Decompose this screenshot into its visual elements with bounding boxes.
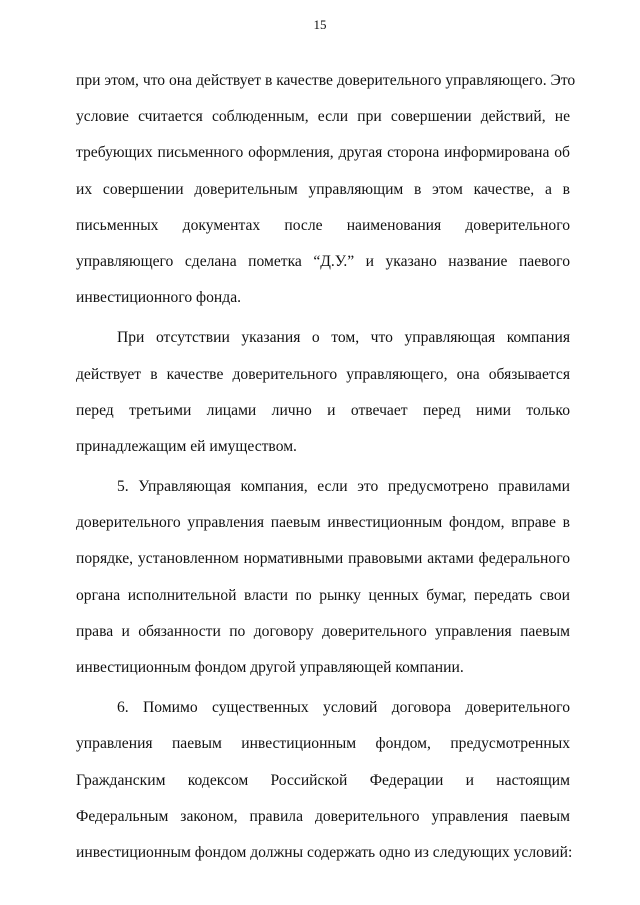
document-body: [76, 63, 576, 871]
page-number: 15: [313, 17, 327, 32]
text-line: управляющего сделана пометка “Д.У.” и указано название паевого: [76, 252, 570, 270]
text-line: инвестиционным фондом другой управляющей компании.: [76, 659, 464, 676]
text-line: действует в качестве доверительного управляющего, она обязывается: [76, 365, 570, 383]
text-line: доверительного управления паевым инвестиционным фондом, вправе в: [76, 514, 570, 532]
text-line: их совершении доверительным управляющим в этом качестве, а в: [76, 180, 570, 198]
paragraph-trustee-designation: [76, 63, 576, 316]
text-line: требующих письменного оформления, другая сторона информирована об: [76, 144, 570, 162]
text-line: порядке, установленном нормативными правовыми актами федерального: [76, 550, 570, 568]
paragraph-section-6: [76, 690, 573, 871]
text-line: органа исполнительной власти по рынку ценных бумаг, передать свои: [76, 586, 570, 604]
text-line: принадлежащим ей имуществом.: [76, 437, 297, 455]
text-line: инвестиционным фондом должны содержать одно из следующих условий:: [76, 843, 573, 861]
paragraph-section-5: [76, 469, 570, 686]
text-line: Гражданским кодексом Российской Федерации и настоящим: [76, 771, 570, 789]
text-line: письменных документах после наименования доверительного: [76, 216, 570, 234]
text-line: инвестиционного фонда.: [76, 289, 242, 307]
text-line: при этом, что она действует в качестве доверительного управляющего. Это: [76, 72, 576, 89]
text-line: 5. Управляющая компания, если это предусмотрено правилами: [117, 478, 570, 496]
text-line: При отсутствии указания о том, что управляющая компания: [117, 329, 570, 347]
paragraph-personal-liability: [76, 320, 570, 465]
text-line: управления паевым инвестиционным фондом, предусмотренных: [76, 735, 570, 753]
text-line: условие считается соблюденным, если при совершении действий, не: [76, 108, 570, 126]
text-line: 6. Помимо существенных условий договора доверительного: [117, 699, 570, 717]
text-line: Федеральным законом, правила доверительного управления паевым: [76, 807, 570, 825]
text-line: права и обязанности по договору доверительного управления паевым: [76, 622, 570, 640]
text-line: перед третьими лицами лично и отвечает перед ними только: [76, 401, 570, 419]
